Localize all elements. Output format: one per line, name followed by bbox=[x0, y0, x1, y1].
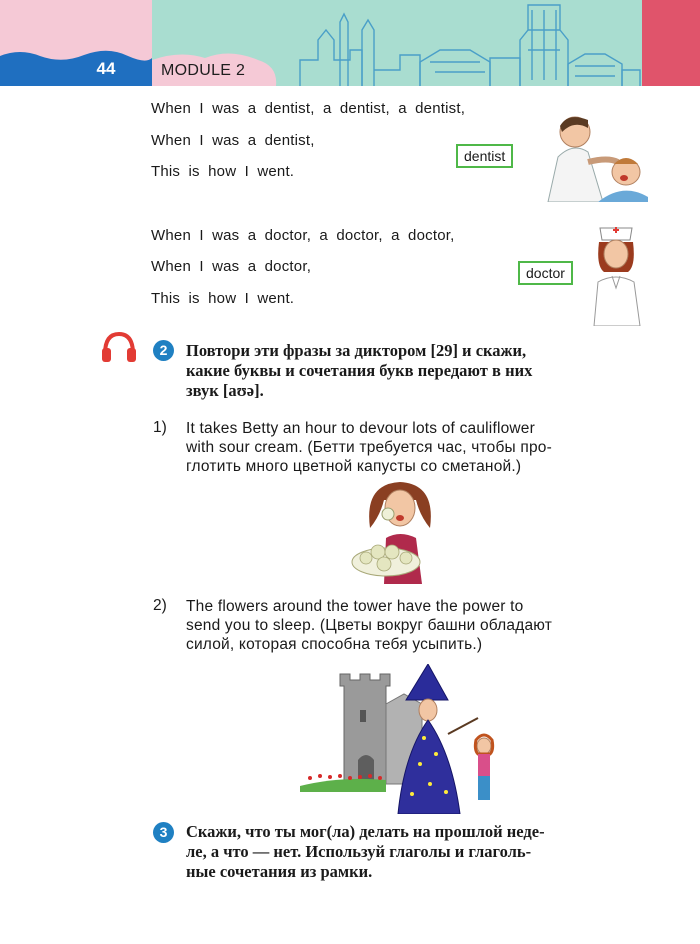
exercise-2-task bbox=[186, 341, 644, 401]
poem-line-2: When I was a dentist, bbox=[151, 132, 315, 149]
poem-line-5: When I was a doctor, bbox=[151, 258, 312, 275]
item-2-line-1: The flowers around the tower have the power to bbox=[186, 598, 524, 615]
item-1-line-1: It takes Betty an hour to devour lots of cauliflower bbox=[186, 420, 535, 437]
exercise-3-task-line-3: ные сочетания из рамки. bbox=[186, 862, 373, 881]
poem-line-4: When I was a doctor, a doctor, a doctor, bbox=[151, 227, 455, 244]
item-1-line-2: with sour cream. (Бетти требуется час, чтобы про- bbox=[186, 439, 552, 456]
city-skyline-illustration bbox=[300, 5, 640, 86]
item-2-number: 2) bbox=[153, 597, 167, 614]
item-1-text bbox=[186, 419, 644, 476]
module-label: MODULE 2 bbox=[161, 62, 246, 79]
doctor-illustration bbox=[586, 216, 646, 326]
exercise-2-number: 2 bbox=[153, 340, 174, 361]
poem-line-6: This is how I went. bbox=[151, 290, 295, 307]
poem-line-3: This is how I went. bbox=[151, 163, 295, 180]
label-doctor: doctor bbox=[518, 261, 573, 285]
tower-wizard-illustration bbox=[300, 664, 500, 814]
exercise-2-task-line-2: какие буквы и сочетания букв передают в них bbox=[186, 361, 533, 380]
headphones-icon bbox=[100, 330, 138, 364]
exercise-2-task-line-1: Повтори эти фразы за диктором [29] и скажи, bbox=[186, 341, 527, 360]
item-2-text bbox=[186, 597, 644, 654]
item-2-line-3: силой, которая способна тебя усыпить.) bbox=[186, 636, 483, 653]
exercise-3-task bbox=[186, 822, 644, 882]
item-2-line-2: send you to sleep. (Цветы вокруг башни обладают bbox=[186, 617, 553, 634]
page-number: 44 bbox=[96, 59, 116, 78]
item-1-line-3: глотить много цветной капусты со сметаной.) bbox=[186, 458, 522, 475]
label-dentist: dentist bbox=[456, 144, 513, 168]
dentist-illustration bbox=[528, 102, 648, 202]
exercise-3-task-line-1: Скажи, что ты мог(ла) делать на прошлой неде- bbox=[186, 822, 545, 841]
item-1-number: 1) bbox=[153, 419, 167, 436]
exercise-2-task-line-3: звук [aʊə]. bbox=[186, 381, 264, 400]
exercise-3-task-line-2: ле, а что — нет. Используй глаголы и глаголь- bbox=[186, 842, 532, 861]
exercise-3-number: 3 bbox=[153, 822, 174, 843]
betty-eating-illustration bbox=[350, 478, 450, 584]
poem-line-1: When I was a dentist, a dentist, a dentist, bbox=[151, 100, 466, 117]
